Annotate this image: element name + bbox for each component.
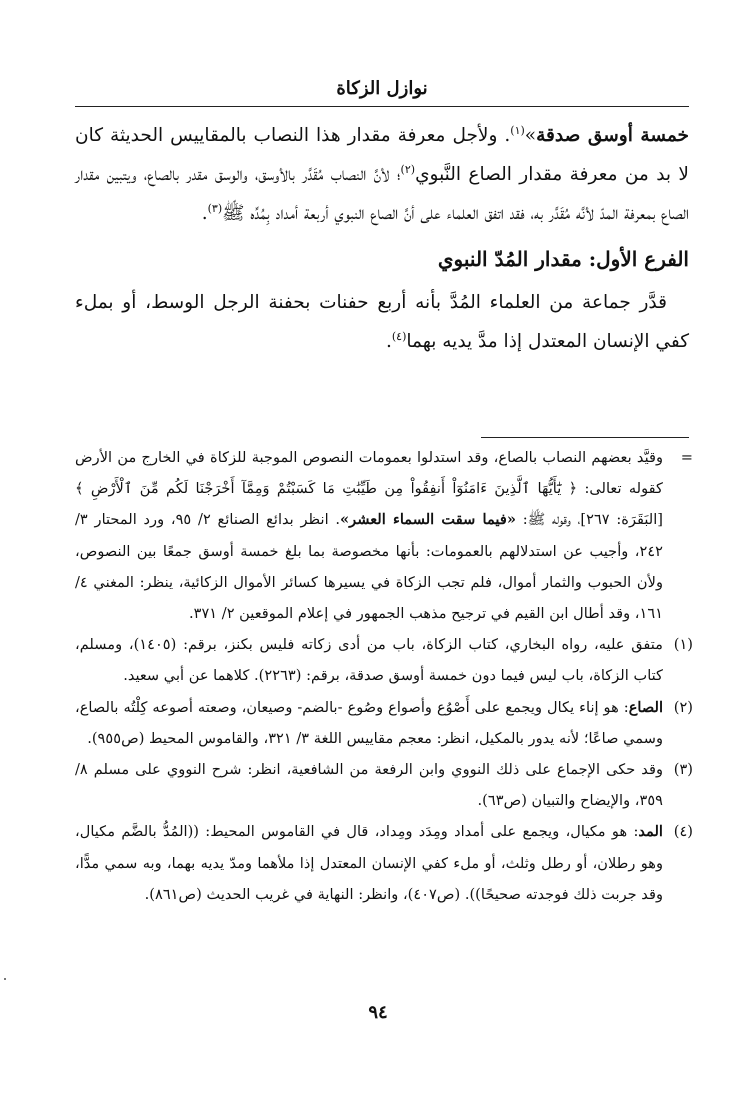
footnotes-section xyxy=(75,442,693,910)
section-heading: الفرع الأول: مقدار المُدّ النبوي xyxy=(437,247,689,271)
footnote-continuation xyxy=(75,442,693,629)
paragraph-1-text-a: . ولأجل معرفة مقدار هذا النصاب بالمقاييس الحديثة كان لا بد من معرفة مقدار الصاع النَّبوي xyxy=(75,125,689,185)
footnote-ref-2[interactable]: (٢) xyxy=(400,162,416,176)
paragraph-2-text: قدَّر جماعة من العلماء المُدَّ بأنه أربع حفنات بحفنة الرجل الوسط، أو بملء كفي الإنسان المعتدل إذا مدَّ يديه بهما xyxy=(75,292,689,352)
footnote-continuation-text-b: . انظر بدائع الصنائع ٢/ ٩٥، ورد المحتار ٣/ ٢٤٢، وأجيب عن استدلالهم بالعمومات: بأنها مخصوصة بما بلغ خمسة أوسق جمعًا بين النصوص، ولأن الحبوب والثمار أموال، فلم تجب الزكاة في يسيرها كسائر الأموال الزكائية، ينظر: المغني ٤/ ١٦١، وقد أطال ابن القيم في ترجيح مذهب الجمهور في إعلام الموقعين ٢/ ٣٧١. xyxy=(75,511,663,623)
header-rule xyxy=(75,106,689,107)
hadith-quote: «فيما سقت السماء العشر» xyxy=(340,511,516,529)
footnote-text: وقد حكى الإجماع على ذلك النووي وابن الرفعة من الشافعية، انظر: شرح النووي على مسلم ٨/ ٣٥٩، والإيضاح والتبيان (ص٦٣). xyxy=(75,761,663,810)
footnote-text: : هو إناء يكال ويجمع على أَصْوُع وأصواع وصُوع -بالضم- وصيعان، وصعته أصوعه كِلْتُه بالصاع، وسمي صاعًا؛ لأنه يدور بالمكيل، انظر: معجم مقاييس اللغة ٣/ ٣٢١، والقاموس المحيط (ص٩٥٥). xyxy=(75,698,663,747)
footnote-3 xyxy=(75,754,693,816)
paragraph-2 xyxy=(75,283,689,361)
page-number: ٩٤ xyxy=(368,1002,388,1023)
footnote-term: الصاع xyxy=(628,698,663,716)
footnote-continuation-text-a: وقيَّد بعضهم النصاب بالصاع، وقد استدلوا بعمومات النصوص الموجبة للزكاة في الخارج من الأرض كقوله تعالى: ﴿ يَٰٓأَيُّهَا ٱلَّذِينَ ءَامَنُوٓاْ أَنفِقُواْ مِن طَيِّبَٰتِ مَا كَسَبْتُمْ وَمِمَّآ أَخْرَجْنَا لَكُم مِّنَ ٱلْأَرْضِ ﴾ [البَقَرَة: ٢٦٧]، وقوله ﷺ: xyxy=(75,449,663,529)
scan-speck xyxy=(4,978,6,980)
footnote-number: (١) xyxy=(673,636,693,654)
footnote-number: (٤) xyxy=(673,823,693,841)
footnote-separator xyxy=(481,437,689,438)
footnote-number: (٣) xyxy=(673,761,693,779)
footnote-ref-3[interactable]: (٣) xyxy=(207,201,223,215)
running-header: نوازل الزكاة xyxy=(336,78,428,99)
paragraph-1-end: . xyxy=(201,203,208,224)
footnote-term: المد xyxy=(638,823,663,841)
footnote-text: متفق عليه، رواه البخاري، كتاب الزكاة، باب من أدى زكاته فليس بكنز، برقم: (١٤٠٥)، ومسلم، كتاب الزكاة، باب ليس فيما دون خمسة أوسق صدقة، برقم: (٢٢٦٣). كلاهما عن أبي سعيد. xyxy=(75,636,663,685)
footnote-1 xyxy=(75,629,693,691)
footnote-4 xyxy=(75,816,693,910)
paragraph-1-text-b: ؛ لأنَّ النصاب مُقَدَّر بالأوسق، والوسق مقدر بالصاع، ويتبين مقدار الصاع بمعرفة المدّ لأنَّه مُقَدَّر به، فقد اتفق العلماء على أنَّ الصاع النبوي أربعة أمداد بِمُدِّه ﷺ xyxy=(75,164,689,224)
footnote-ref-4[interactable]: (٤) xyxy=(391,329,407,343)
quote-close-mark: » xyxy=(524,125,537,146)
hadith-quote-end: خمسة أوسق صدقة xyxy=(536,125,689,146)
footnote-2 xyxy=(75,692,693,754)
continuation-marker: = xyxy=(680,449,693,466)
footnote-text: : هو مكيال، ويجمع على أمداد ومِدَد ومِداد، قال في القاموس المحيط: ((المُدُّ بالضَّم مكيال، وهو رطلان، أو رطل وثلث، أو ملء كفي الإنسان المعتدل إذا ملأهما ومدّ يديه بهما، وبه سمي مدًّا، وقد جربت ذلك فوجدته صحيحًا)). (ص٤٠٧)، وانظر: النهاية في غريب الحديث (ص٨٦١). xyxy=(75,823,663,903)
main-text xyxy=(75,116,689,361)
paragraph-2-end: . xyxy=(385,331,392,352)
footnote-number: (٢) xyxy=(673,698,693,716)
footnote-ref-1[interactable]: (١) xyxy=(510,123,525,137)
paragraph-1 xyxy=(75,116,689,233)
